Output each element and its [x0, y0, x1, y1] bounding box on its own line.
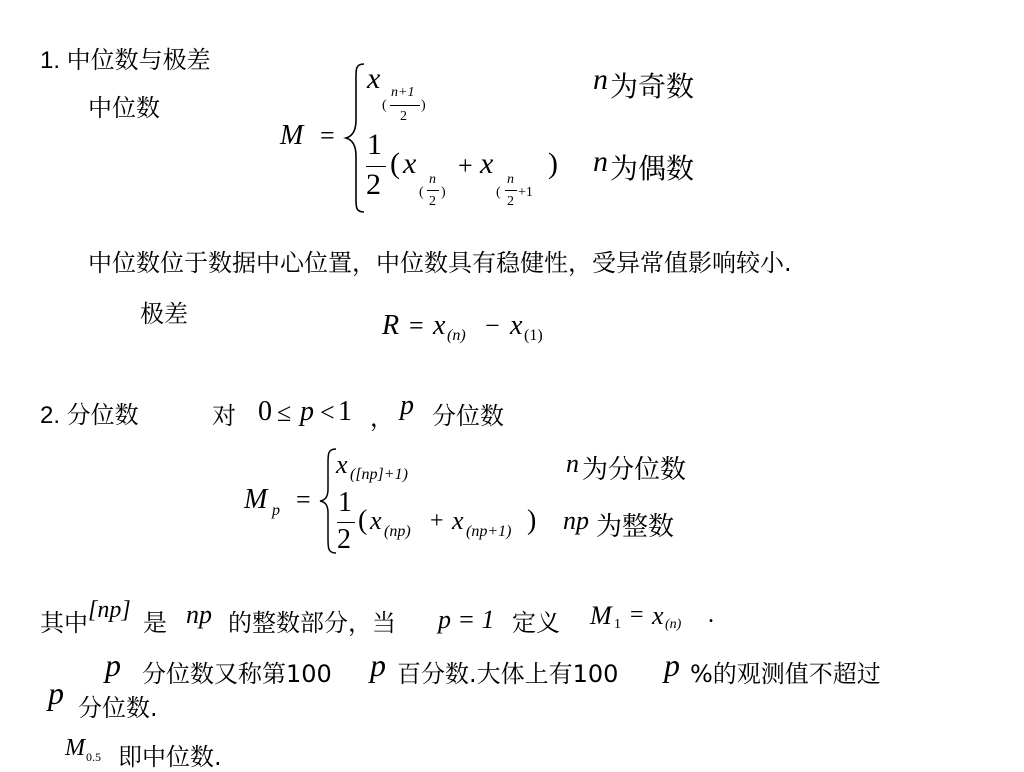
- case-even-half-numerator: 1: [367, 128, 382, 161]
- qcase1-x: x: [336, 450, 348, 479]
- Mp-equals: =: [296, 485, 311, 514]
- m05-M: M: [65, 735, 85, 761]
- m05-subscript: 0.5: [86, 750, 101, 764]
- percentile-p2: p: [370, 647, 386, 683]
- range-sub-1: (1): [524, 327, 543, 344]
- m05-text: 即中位数.: [118, 743, 222, 771]
- qcase2-x2: x: [452, 506, 464, 535]
- qcase2-sub1: (np): [384, 523, 411, 540]
- percentile-p3: p: [664, 647, 680, 683]
- range-label: 极差: [140, 300, 188, 328]
- comma: ，: [370, 404, 394, 432]
- qcase2-sub2: (np+1): [466, 523, 512, 540]
- quantile-text: 分位数: [432, 402, 504, 430]
- qcase2-lparen: (: [358, 505, 368, 536]
- case-even-sub1-lparen: (: [419, 185, 424, 200]
- m1-equals: =: [630, 602, 644, 628]
- median-note: 中位数位于数据中心位置，中位数具有稳健性，受异常值影响较小.: [88, 249, 792, 277]
- qcase2-half-num: 1: [338, 487, 352, 518]
- np-bracket: [np]: [88, 597, 131, 623]
- m1-M: M: [590, 601, 612, 630]
- qcond1-n: n: [566, 449, 579, 478]
- range-R: R: [382, 310, 400, 341]
- Mp-M: M: [244, 484, 268, 515]
- Mp-subscript: p: [272, 502, 280, 519]
- percentile-text-4: 分位数.: [78, 694, 158, 722]
- percentile-text-2: 百分数.大体上有100: [397, 660, 619, 688]
- section-2-heading: 2. 分位数: [40, 402, 139, 429]
- cond-zero: 0: [258, 396, 272, 427]
- percentile-text-1: 分位数又称第100: [142, 660, 332, 688]
- case-odd-denominator: 2: [400, 109, 407, 124]
- cond-one: 1: [338, 396, 352, 427]
- cond-lt: <: [320, 398, 335, 427]
- case-even-sub2-plus1: +1: [518, 185, 533, 200]
- case-even-sub1-rparen: ): [441, 185, 446, 200]
- integer-part-text: 的整数部分，当: [228, 609, 396, 637]
- case-even-x1: x: [403, 147, 417, 180]
- qcase1-subscript: ([np]+1): [350, 466, 408, 483]
- percentile-text-3: %的观测值不超过: [690, 660, 881, 688]
- case-even-rparen: ): [548, 147, 558, 180]
- case-odd-x: x: [367, 62, 381, 95]
- m1-sub-n: (n): [665, 617, 682, 632]
- case-even-half-denominator: 2: [366, 168, 381, 201]
- range-minus: −: [485, 311, 500, 340]
- shi-text: 是: [143, 609, 167, 637]
- qcond2-text: 为整数: [596, 512, 675, 542]
- cond-odd-text: 为奇数: [610, 70, 695, 103]
- case-even-sub2-num: n: [507, 172, 514, 187]
- qcond2-np: np: [563, 506, 589, 535]
- cond-p: p: [300, 396, 314, 427]
- case-even-plus: +: [458, 151, 473, 180]
- np-var: np: [186, 600, 212, 629]
- median-symbol: M: [280, 120, 304, 151]
- cond-odd-n: n: [593, 63, 608, 96]
- case-odd-lparen: (: [382, 98, 387, 113]
- range-sub-n: (n): [447, 327, 466, 344]
- case-odd-rparen: ): [421, 98, 426, 113]
- range-x1: x: [433, 310, 446, 341]
- case-even-sub1-den: 2: [429, 194, 436, 209]
- qcase2-rparen: ): [527, 505, 537, 536]
- case-odd-numerator: n+1: [391, 85, 415, 100]
- case-even-lparen: (: [390, 147, 400, 180]
- p-eq-1: p = 1: [438, 605, 495, 634]
- qcase2-x1: x: [370, 506, 382, 535]
- dui-text: 对: [212, 402, 236, 430]
- m1-sub: 1: [614, 617, 621, 632]
- p-variable: p: [400, 390, 414, 421]
- case-even-sub2-bar: [505, 190, 517, 191]
- range-equals: =: [409, 311, 424, 340]
- median-equals: =: [320, 121, 335, 150]
- case-even-x2: x: [480, 147, 494, 180]
- qcase2-half-den: 2: [337, 524, 351, 555]
- period: .: [708, 602, 714, 628]
- case-even-sub2-den: 2: [507, 194, 514, 209]
- median-label: 中位数: [88, 94, 160, 122]
- qcase2-plus: +: [430, 508, 444, 534]
- percentile-p1: p: [105, 647, 121, 683]
- cond-even-text: 为偶数: [610, 152, 695, 185]
- m1-x: x: [652, 601, 664, 630]
- case-even-sub1-num: n: [429, 172, 436, 187]
- median-left-brace: [342, 60, 368, 216]
- case-even-sub2-lparen: (: [496, 185, 501, 200]
- dingyi-text: 定义: [512, 609, 560, 637]
- case-even-sub1-bar: [427, 190, 439, 191]
- case-odd-fraction-bar: [390, 105, 420, 106]
- qizhong-text: 其中: [40, 609, 88, 637]
- cond-le: ≤: [277, 398, 292, 427]
- section-1-heading: 1. 中位数与极差: [40, 47, 211, 74]
- qcond1-text: 为分位数: [582, 455, 687, 485]
- cond-even-n: n: [593, 145, 608, 178]
- range-x2: x: [510, 310, 523, 341]
- percentile-p4: p: [48, 675, 64, 711]
